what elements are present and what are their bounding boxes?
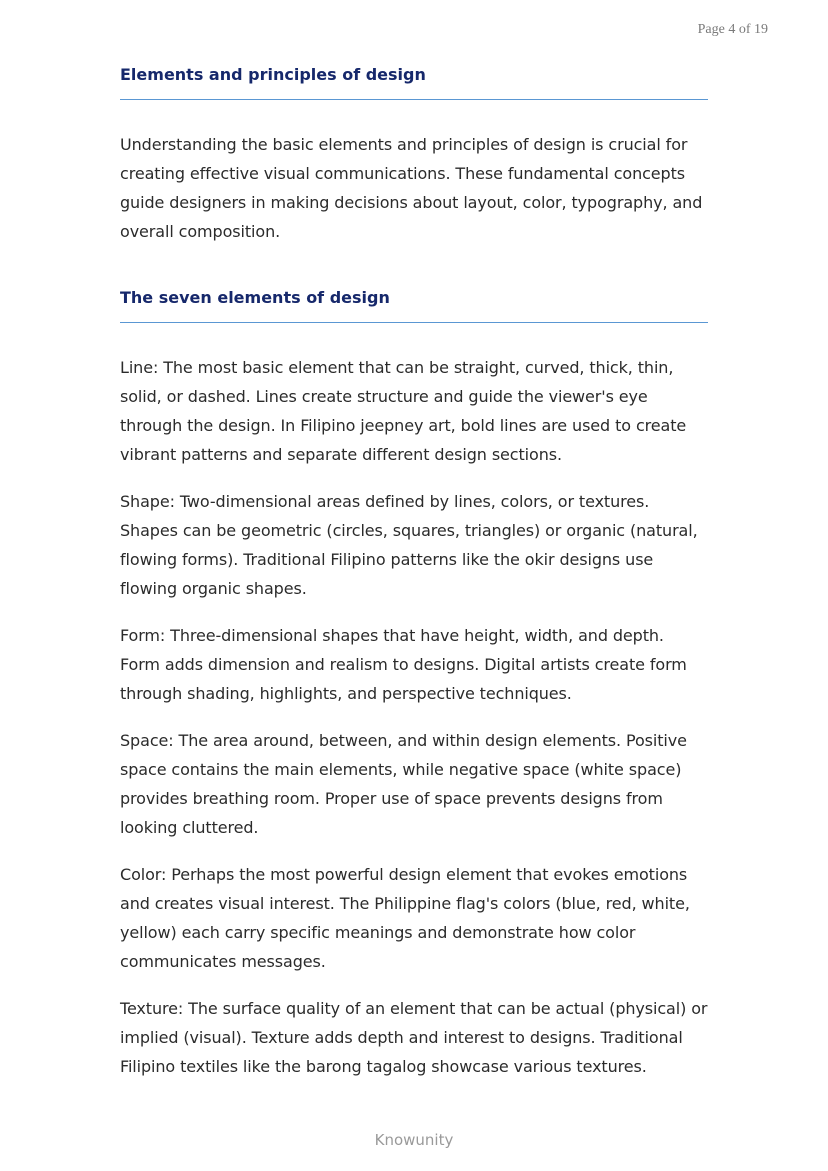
document-content xyxy=(120,62,708,1081)
paragraph-line: Line: The most basic element that can be straight, curved, thick, thin, solid, or dashed. Lines create structure and guide the viewer's eye through the design. In Filipino jeepney art, bold lines are used to create vibrant patterns and separate different design sections. xyxy=(120,358,687,464)
section-heading-seven-elements: The seven elements of design xyxy=(120,285,708,323)
paragraph-texture: Texture: The surface quality of an element that can be actual (physical) or implied (visual). Texture adds depth and interest to designs. Traditional Filipino textiles like the barong tagalog showcase various textures. xyxy=(120,999,708,1076)
paragraph-shape: Shape: Two-dimensional areas defined by lines, colors, or textures. Shapes can be geometric (circles, squares, triangles) or organic (natural, flowing forms). Traditional Filipino patterns like the okir designs use flowing organic shapes. xyxy=(120,492,698,598)
paragraph-space: Space: The area around, between, and within design elements. Positive space contains the main elements, while negative space (white space) provides breathing room. Proper use of space prevents designs from looking cluttered. xyxy=(120,731,687,837)
footer-brand: Knowunity xyxy=(374,1131,454,1149)
page-number: Page 4 of 19 xyxy=(697,22,768,37)
intro-paragraph: Understanding the basic elements and principles of design is crucial for creating effective visual communications. These fundamental concepts guide designers in making decisions about layout, color, typography, and overall composition. xyxy=(120,135,703,241)
paragraph-color: Color: Perhaps the most powerful design element that evokes emotions and creates visual interest. The Philippine flag's colors (blue, red, white, yellow) each carry specific meanings and demonstrate how color communicates messages. xyxy=(120,865,690,971)
section-heading-elements-principles: Elements and principles of design xyxy=(120,62,708,100)
paragraph-form: Form: Three-dimensional shapes that have height, width, and depth. Form adds dimension and realism to designs. Digital artists create form through shading, highlights, and perspective techniques. xyxy=(120,626,687,703)
